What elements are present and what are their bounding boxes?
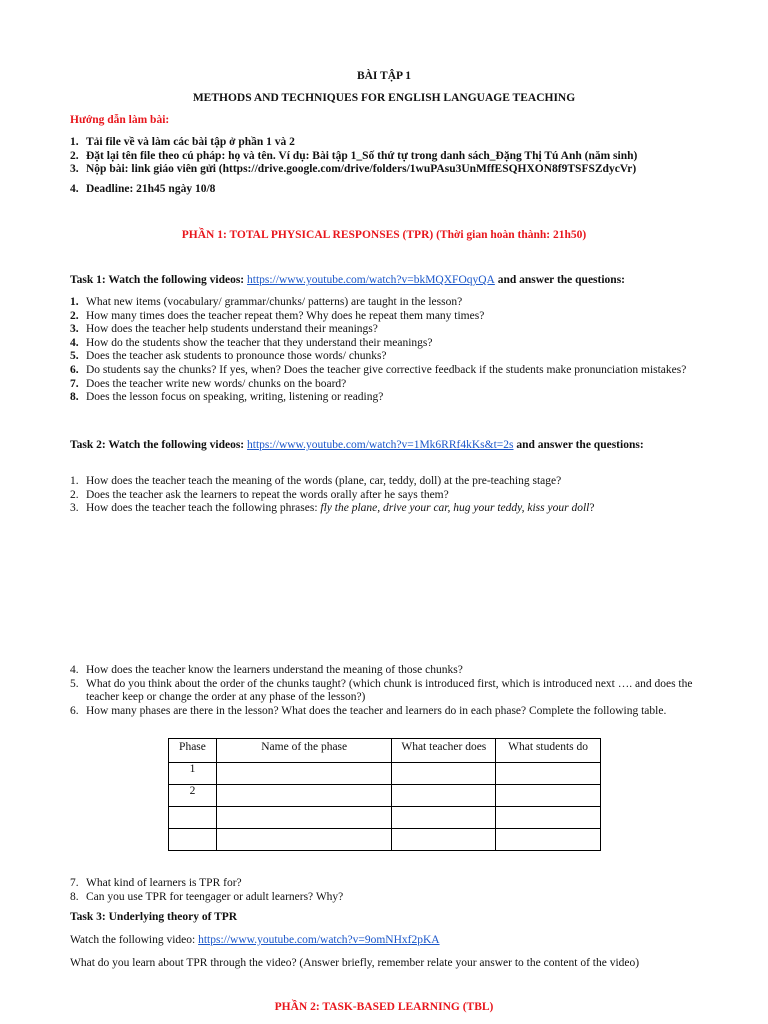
table-cell[interactable] — [496, 807, 601, 829]
table-header-row — [169, 739, 601, 763]
list-item: 6. Do students say the chunks? If yes, when? Does the teacher give corrective feedback if the students make pronunciation mistakes? — [70, 363, 687, 376]
table-cell[interactable] — [216, 785, 391, 807]
table-cell[interactable] — [169, 807, 217, 829]
part2-heading: PHẦN 2: TASK-BASED LEARNING (TBL) — [274, 1001, 494, 1013]
column-header: Name of the phase — [216, 739, 391, 763]
task1-heading: Task 1: Watch the following videos: https://www.youtube.com/watch?v=bkMQXFOqyQA and answer the questions: — [70, 274, 626, 286]
task3-heading: Task 3: Underlying theory of TPR — [70, 911, 238, 923]
table-cell[interactable] — [216, 807, 391, 829]
task2-question-list-c — [52, 877, 697, 904]
list-item: 8. Does the lesson focus on speaking, writing, listening or reading? — [70, 391, 384, 404]
list-item: 3. How does the teacher teach the following phrases: fly the plane, drive your car, hug your teddy, kiss your doll? — [70, 502, 595, 515]
table-row — [169, 785, 601, 807]
deadline-item: 4. Deadline: 21h45 ngày 10/8 — [70, 183, 216, 195]
table-cell[interactable] — [216, 763, 391, 785]
table-cell[interactable]: 2 — [169, 785, 217, 807]
document-subtitle: METHODS AND TECHNIQUES FOR ENGLISH LANGUAGE TEACHING — [192, 92, 576, 104]
list-item: 7. What kind of learners is TPR for? — [70, 877, 242, 889]
task3-question: What do you learn about TPR through the video? (Answer briefly, remember relate your answer to the content of the video) — [70, 957, 640, 969]
list-item: 2. How many times does the teacher repeat them? Why does he repeat them many times? — [70, 309, 485, 322]
task1-question-list — [52, 296, 697, 405]
list-item: 5. What do you think about the order of the chunks taught? (which chunk is introduced first, which is introduced next …. and does the teacher keep or change the order at any phase of the lesson?) — [70, 677, 693, 704]
task3-watch-line: Watch the following video: https://www.youtube.com/watch?v=9omNHxf2pKA — [70, 934, 440, 946]
table-cell[interactable] — [216, 829, 391, 851]
table-cell[interactable]: 1 — [169, 763, 217, 785]
guide-heading: Hướng dẫn làm bài: — [70, 114, 170, 126]
table-row — [169, 807, 601, 829]
list-item: 7. Does the teacher write new words/ chunks on the board? — [70, 377, 347, 390]
list-item: 3. How does the teacher help students understand their meanings? — [70, 323, 378, 336]
table-cell[interactable] — [496, 829, 601, 851]
column-header: What students do — [496, 739, 601, 763]
guide-item: 3. Nộp bài: link giáo viên gửi (https://drive.google.com/drive/folders/1wuPAsu3UnMffESQHXON8f9TSFSZdycVr) — [70, 163, 637, 176]
task2-heading: Task 2: Watch the following videos: https://www.youtube.com/watch?v=1Mk6RRf4kKs&t=2s and answer the questions: — [70, 439, 644, 451]
column-header: What teacher does — [392, 739, 496, 763]
guide-list — [52, 136, 732, 177]
list-item: 1. What new items (vocabulary/ grammar/chunks/ patterns) are taught in the lesson? — [70, 296, 463, 308]
table-cell[interactable] — [392, 763, 496, 785]
deadline-list — [52, 183, 732, 197]
task2-question-list-a — [52, 475, 697, 516]
table-cell[interactable] — [496, 785, 601, 807]
list-item: 4. How does the teacher know the learners understand the meaning of those chunks? — [70, 664, 463, 676]
list-item: 2. Does the teacher ask the learners to repeat the words orally after he says them? — [70, 488, 449, 501]
guide-item: 2. Đặt lại tên file theo cú pháp: họ và tên. Ví dụ: Bài tập 1_Số thứ tự trong danh sách_Đặng Thị Tú Anh (năm sinh) — [70, 149, 638, 162]
task1-video-link[interactable]: https://www.youtube.com/watch?v=bkMQXFOqyQA — [247, 274, 495, 286]
list-item: 4. How do the students show the teacher that they understand their meanings? — [70, 336, 433, 349]
task2-question-list-b — [52, 664, 697, 718]
table-row — [169, 763, 601, 785]
table-cell[interactable] — [392, 807, 496, 829]
column-header: Phase — [169, 739, 217, 763]
table-cell[interactable] — [169, 829, 217, 851]
phase-table — [168, 738, 601, 851]
task2-video-link[interactable]: https://www.youtube.com/watch?v=1Mk6RRf4kKs&t=2s — [247, 439, 514, 451]
task3-video-link[interactable]: https://www.youtube.com/watch?v=9omNHxf2pKA — [198, 934, 440, 946]
list-item: 6. How many phases are there in the lesson? What does the teacher and learners do in each phase? Complete the following table. — [70, 704, 667, 717]
table-cell[interactable] — [496, 763, 601, 785]
guide-item: 1. Tải file về và làm các bài tập ở phần 1 và 2 — [70, 136, 295, 148]
document-title: BÀI TẬP 1 — [356, 70, 412, 82]
list-item: 8. Can you use TPR for teengager or adult learners? Why? — [70, 890, 344, 903]
list-item: 5. Does the teacher ask students to pronounce those words/ chunks? — [70, 350, 387, 363]
table-cell[interactable] — [392, 829, 496, 851]
list-item: 1. How does the teacher teach the meaning of the words (plane, car, teddy, doll) at the pre-teaching stage? — [70, 475, 562, 487]
table-row — [169, 829, 601, 851]
part1-heading: PHẦN 1: TOTAL PHYSICAL RESPONSES (TPR) (Thời gian hoàn thành: 21h50) — [181, 229, 587, 241]
table-cell[interactable] — [392, 785, 496, 807]
